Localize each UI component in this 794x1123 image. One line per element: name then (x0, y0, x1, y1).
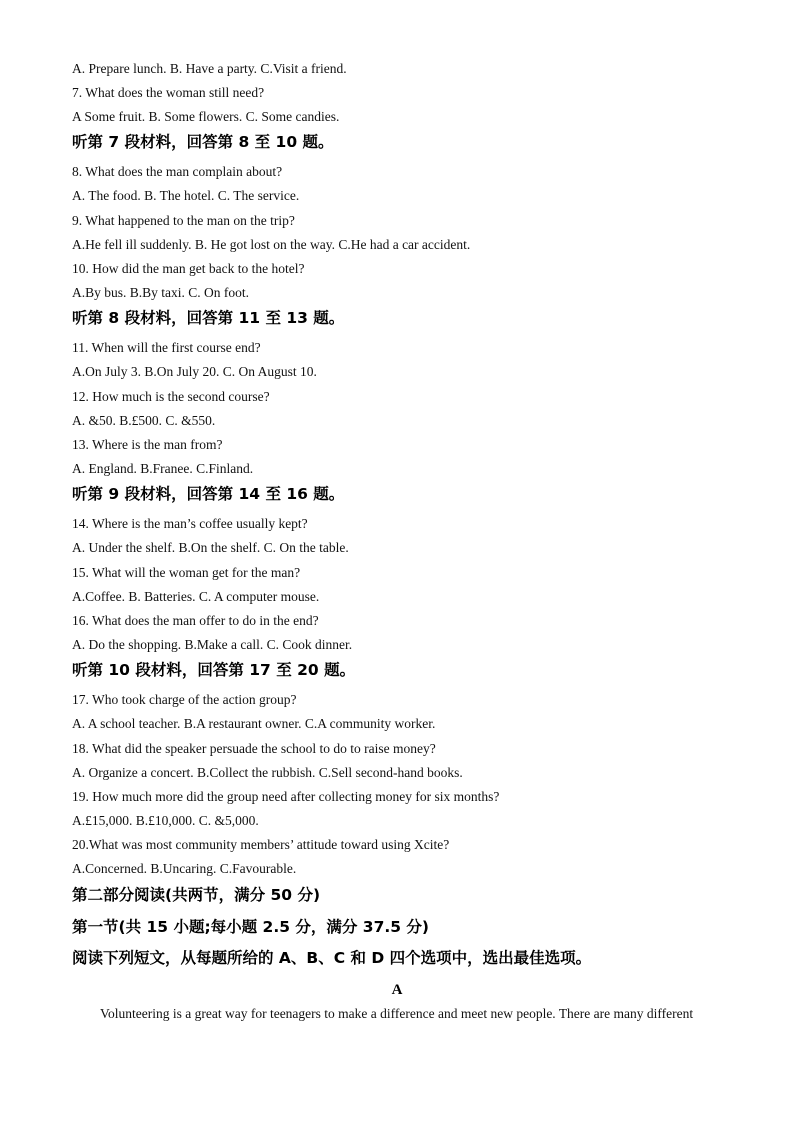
question-19: 19. How much more did the group need after collecting money for six months? (72, 789, 500, 804)
question-16: 16. What does the man offer to do in the end? (72, 613, 319, 628)
reading-instructions: 阅读下列短文，从每题所给的 A、B、C 和 D 四个选项中，选出最佳选项。 (72, 949, 592, 967)
answer-options-q19: A.£15,000. B.£10,000. C. &5,000. (72, 813, 259, 828)
section-heading-passage-8: 听第 8 段材料，回答第 11 至 13 题。 (72, 309, 345, 327)
part-two-heading: 第二部分阅读(共两节，满分 50 分) (72, 886, 321, 904)
passage-first-line: Volunteering is a great way for teenagers to make a difference and meet new people. There are many different (100, 1006, 694, 1021)
passage-letter: A (391, 982, 403, 998)
answer-options-q20: A.Concerned. B.Uncaring. C.Favourable. (72, 861, 297, 876)
question-20: 20.What was most community members’ attitude toward using Xcite? (72, 837, 450, 852)
answer-options-q6: A. Prepare lunch. B. Have a party. C.Visit a friend. (72, 61, 347, 76)
question-12: 12. How much is the second course? (72, 389, 270, 404)
section-heading-passage-10: 听第 10 段材料，回答第 17 至 20 题。 (72, 661, 356, 679)
answer-options-q13: A. England. B.Franee. C.Finland. (72, 461, 254, 476)
answer-options-q8: A. The food. B. The hotel. C. The service. (72, 188, 300, 203)
question-14: 14. Where is the man’s coffee usually kept? (72, 516, 308, 531)
question-8: 8. What does the man complain about? (72, 164, 283, 179)
section-heading-passage-9: 听第 9 段材料，回答第 14 至 16 题。 (72, 485, 345, 503)
section-one-heading: 第一节(共 15 小题;每小题 2.5 分，满分 37.5 分) (72, 918, 430, 936)
question-9: 9. What happened to the man on the trip? (72, 213, 295, 228)
question-18: 18. What did the speaker persuade the school to do to raise money? (72, 741, 436, 756)
question-7: 7. What does the woman still need? (72, 85, 265, 100)
question-10: 10. How did the man get back to the hotel? (72, 261, 305, 276)
question-15: 15. What will the woman get for the man? (72, 565, 301, 580)
answer-options-q11: A.On July 3. B.On July 20. C. On August 10. (72, 364, 317, 379)
answer-options-q16: A. Do the shopping. B.Make a call. C. Cook dinner. (72, 637, 353, 652)
answer-options-q18: A. Organize a concert. B.Collect the rubbish. C.Sell second-hand books. (72, 765, 463, 780)
answer-options-q10: A.By bus. B.By taxi. C. On foot. (72, 285, 250, 300)
question-17: 17. Who took charge of the action group? (72, 692, 297, 707)
answer-options-q12: A. &50. B.£500. C. &550. (72, 413, 216, 428)
answer-options-q14: A. Under the shelf. B.On the shelf. C. On the table. (72, 540, 349, 555)
answer-options-q9: A.He fell ill suddenly. B. He got lost on the way. C.He had a car accident. (72, 237, 471, 252)
section-heading-passage-7: 听第 7 段材料，回答第 8 至 10 题。 (72, 133, 334, 151)
question-11: 11. When will the first course end? (72, 340, 261, 355)
answer-options-q7: A Some fruit. B. Some flowers. C. Some candies. (72, 109, 340, 124)
answer-options-q17: A. A school teacher. B.A restaurant owner. C.A community worker. (72, 716, 436, 731)
answer-options-q15: A.Coffee. B. Batteries. C. A computer mouse. (72, 589, 320, 604)
question-13: 13. Where is the man from? (72, 437, 223, 452)
